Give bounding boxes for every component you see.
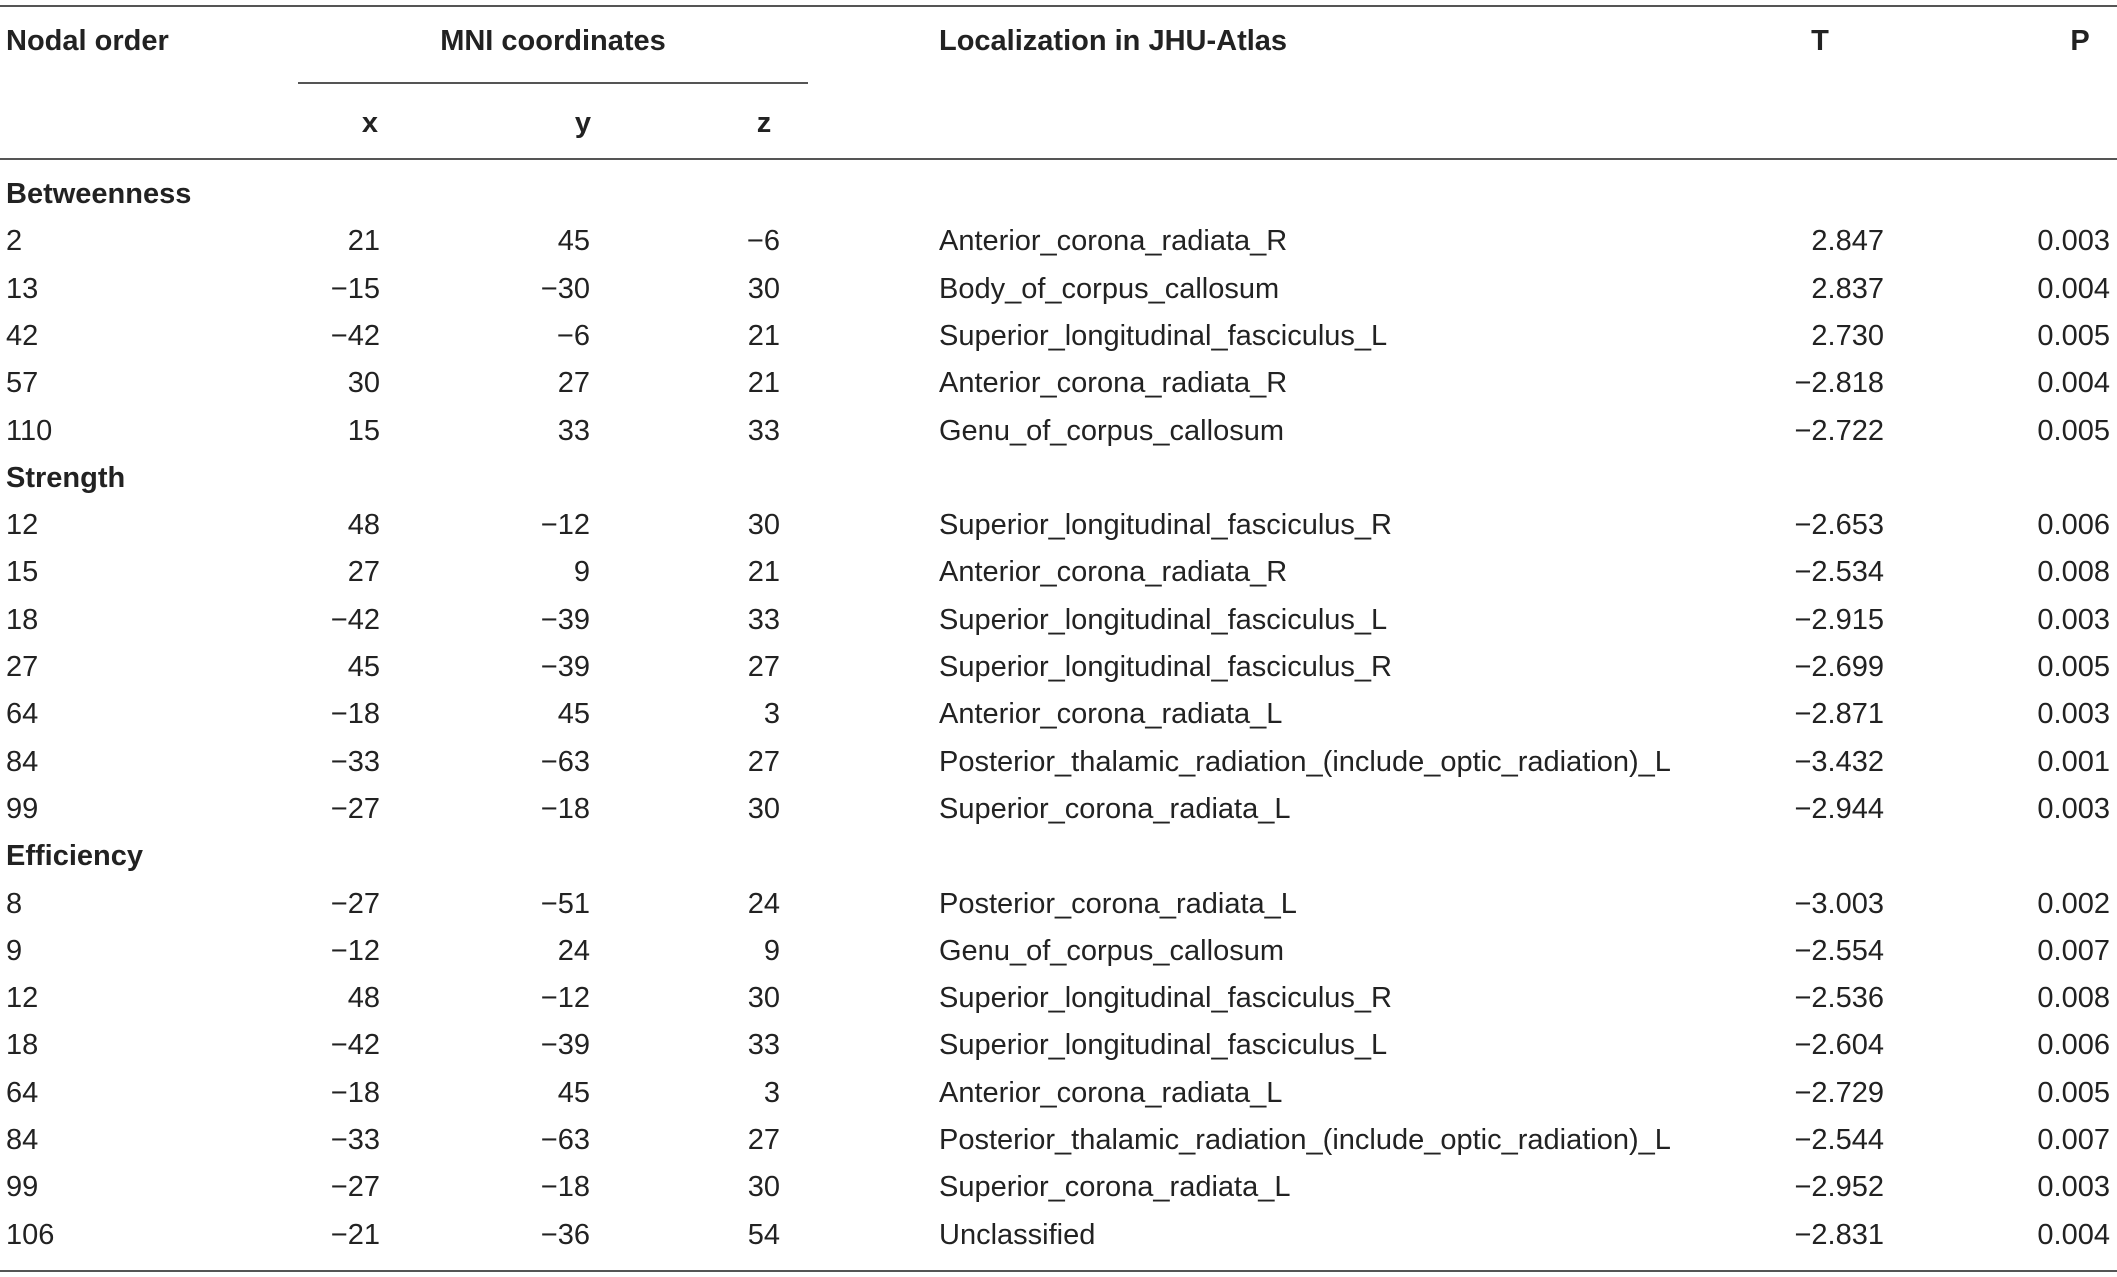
table-row [0,644,2117,691]
cell-p: 0.003 [2037,792,2110,825]
cell-p: 0.007 [2037,934,2110,967]
cell-y: 9 [573,556,590,589]
cell-z: 54 [747,1218,780,1251]
cell-localization: Genu_of_corpus_callosum [939,934,1284,967]
cell-y: −36 [540,1218,590,1251]
table-row [0,928,2117,975]
cell-x: −33 [330,1124,380,1156]
cell-y: 24 [557,934,590,967]
cell-nodal-order: 18 [6,1029,39,1062]
cell-localization: Anterior_corona_radiata_R [939,225,1288,258]
cell-y: 45 [557,698,590,731]
cell-t: −2.952 [1794,1171,1884,1204]
table-bottom-rule [0,1270,2117,1272]
section-title: Betweenness [6,178,192,210]
cell-localization: Superior_corona_radiata_L [939,1171,1291,1204]
cell-x: −42 [330,1029,380,1062]
table-top-rule [0,5,2117,7]
cell-z: 27 [747,651,780,683]
cell-nodal-order: 9 [6,934,23,967]
cell-nodal-order: 64 [6,1076,39,1109]
cell-z: 30 [747,509,780,542]
cell-y: −18 [540,792,590,825]
cell-nodal-order: 15 [6,556,39,589]
cell-p: 0.002 [2037,887,2110,920]
cell-localization: Anterior_corona_radiata_R [939,367,1288,400]
cell-localization: Anterior_corona_radiata_R [939,556,1288,589]
header-nodal-order: Nodal order [6,25,169,57]
cell-localization: Posterior_thalamic_radiation_(include_optic_radiation)_L [939,1124,1671,1156]
table-row [0,360,2117,407]
cell-y: −6 [556,319,590,352]
cell-t: −2.729 [1794,1076,1884,1109]
cell-y: −51 [540,887,590,920]
table-row [0,502,2117,549]
header-mni-coordinates: MNI coordinates [440,25,666,57]
cell-localization: Superior_corona_radiata_L [939,792,1291,825]
cell-p: 0.005 [2037,414,2110,447]
cell-p: 0.007 [2037,1124,2110,1156]
header-z: z [756,107,772,139]
cell-z: 27 [747,1124,780,1156]
cell-y: −30 [540,272,590,305]
cell-t: −2.544 [1794,1124,1884,1156]
table-row [0,597,2117,644]
cell-p: 0.006 [2037,509,2110,542]
cell-z: 27 [747,745,780,778]
cell-nodal-order: 106 [6,1218,55,1251]
cell-p: 0.008 [2037,556,2110,589]
cell-x: 45 [347,651,380,683]
cell-z: 21 [747,367,780,400]
cell-p: 0.003 [2037,225,2110,258]
cell-x: −15 [330,272,380,305]
cell-p: 0.008 [2037,982,2110,1015]
cell-p: 0.006 [2037,1029,2110,1062]
cell-x: 30 [347,367,380,400]
cell-t: −2.536 [1794,982,1884,1015]
cell-t: 2.837 [1811,272,1884,305]
cell-p: 0.004 [2037,272,2110,305]
cell-t: −3.003 [1794,887,1884,920]
header-p: P [2070,25,2090,57]
cell-nodal-order: 12 [6,982,39,1015]
cell-z: −6 [746,225,780,258]
cell-x: 27 [347,556,380,589]
table-row [0,1212,2117,1259]
cell-localization: Superior_longitudinal_fasciculus_L [939,319,1388,352]
cell-t: −2.604 [1794,1029,1884,1062]
cell-y: −63 [540,745,590,778]
cell-x: 21 [347,225,380,258]
cell-localization: Superior_longitudinal_fasciculus_R [939,982,1392,1015]
header-t: T [1811,25,1829,57]
cell-z: 30 [747,272,780,305]
table-row [0,549,2117,596]
cell-nodal-order: 84 [6,1124,39,1156]
cell-y: −39 [540,603,590,636]
cell-x: −33 [330,745,380,778]
cell-y: −63 [540,1124,590,1156]
cell-t: −2.699 [1794,651,1884,683]
cell-y: 33 [557,414,590,447]
cell-localization: Posterior_thalamic_radiation_(include_optic_radiation)_L [939,745,1671,778]
cell-t: −2.915 [1794,603,1884,636]
mni-header-rule [298,82,808,84]
cell-z: 3 [763,698,780,731]
cell-x: −18 [330,1076,380,1109]
cell-z: 9 [763,934,780,967]
cell-z: 33 [747,1029,780,1062]
cell-x: 48 [347,509,380,542]
cell-localization: Anterior_corona_radiata_L [939,1076,1283,1109]
table-row [0,691,2117,738]
table-row [0,1070,2117,1117]
cell-y: −39 [540,651,590,683]
table-row [0,881,2117,928]
cell-nodal-order: 110 [6,414,53,447]
table-row [0,218,2117,265]
cell-t: −2.722 [1794,414,1884,447]
cell-z: 21 [747,556,780,589]
cell-localization: Superior_longitudinal_fasciculus_R [939,509,1392,542]
cell-localization: Anterior_corona_radiata_L [939,698,1283,731]
cell-nodal-order: 8 [6,887,23,920]
cell-nodal-order: 18 [6,603,39,636]
cell-localization: Posterior_corona_radiata_L [939,887,1297,920]
cell-x: −18 [330,698,380,731]
cell-t: −2.653 [1794,509,1884,542]
cell-y: 45 [557,225,590,258]
section-title: Strength [6,461,126,494]
table-row [0,266,2117,313]
cell-nodal-order: 84 [6,745,39,778]
table-row [0,1117,2117,1164]
cell-x: −27 [330,1171,380,1204]
cell-nodal-order: 42 [6,319,39,352]
cell-p: 0.001 [2037,745,2110,778]
cell-z: 30 [747,982,780,1015]
cell-x: 15 [347,414,380,447]
cell-t: −2.534 [1794,556,1884,589]
cell-p: 0.005 [2037,1076,2110,1109]
cell-localization: Genu_of_corpus_callosum [939,414,1284,447]
cell-nodal-order: 99 [6,792,39,825]
cell-t: 2.730 [1811,319,1884,352]
cell-t: −2.831 [1794,1218,1884,1251]
cell-t: −2.871 [1794,698,1884,731]
cell-p: 0.004 [2037,1218,2110,1251]
cell-nodal-order: 27 [6,651,39,683]
header-y: y [574,107,592,139]
cell-y: −39 [540,1029,590,1062]
table-row [0,1164,2117,1211]
cell-z: 30 [747,1171,780,1204]
cell-localization: Unclassified [939,1218,1096,1251]
cell-p: 0.003 [2037,698,2110,731]
cell-localization: Superior_longitudinal_fasciculus_L [939,1029,1388,1062]
cell-nodal-order: 13 [6,272,39,305]
cell-z: 3 [763,1076,780,1109]
cell-nodal-order: 12 [6,509,39,542]
cell-t: −2.818 [1794,367,1884,400]
cell-x: −21 [330,1218,380,1251]
cell-nodal-order: 2 [6,225,23,258]
cell-z: 33 [747,414,780,447]
cell-localization: Body_of_corpus_callosum [939,272,1280,305]
cell-x: −42 [330,603,380,636]
cell-localization: Superior_longitudinal_fasciculus_L [939,603,1388,636]
header-localization: Localization in JHU-Atlas [939,25,1288,57]
cell-y: 45 [557,1076,590,1109]
cell-z: 33 [747,603,780,636]
section-title: Efficiency [6,840,143,873]
cell-z: 24 [747,887,780,920]
cell-p: 0.003 [2037,1171,2110,1204]
cell-nodal-order: 64 [6,698,39,731]
cell-y: −12 [540,982,590,1015]
cell-p: 0.005 [2037,651,2110,683]
cell-z: 30 [747,792,780,825]
cell-t: −3.432 [1794,745,1884,778]
cell-p: 0.004 [2037,367,2110,400]
cell-nodal-order: 99 [6,1171,39,1204]
cell-x: −12 [330,934,380,967]
cell-y: −12 [540,509,590,542]
table-row [0,408,2117,455]
table-row [0,313,2117,360]
cell-x: −42 [330,319,380,352]
cell-p: 0.005 [2037,319,2110,352]
cell-y: −18 [540,1171,590,1204]
table-row [0,786,2117,833]
cell-y: 27 [557,367,590,400]
cell-t: −2.944 [1794,792,1884,825]
cell-z: 21 [747,319,780,352]
cell-x: 48 [347,982,380,1015]
table-row [0,975,2117,1022]
cell-x: −27 [330,792,380,825]
cell-t: 2.847 [1811,225,1884,258]
header-bottom-rule [0,158,2117,160]
cell-nodal-order: 57 [6,367,39,400]
table-row [0,1022,2117,1069]
header-x: x [361,107,379,139]
cell-p: 0.003 [2037,603,2110,636]
cell-x: −27 [330,887,380,920]
table-row [0,739,2117,786]
cell-t: −2.554 [1794,934,1884,967]
cell-localization: Superior_longitudinal_fasciculus_R [939,651,1392,683]
